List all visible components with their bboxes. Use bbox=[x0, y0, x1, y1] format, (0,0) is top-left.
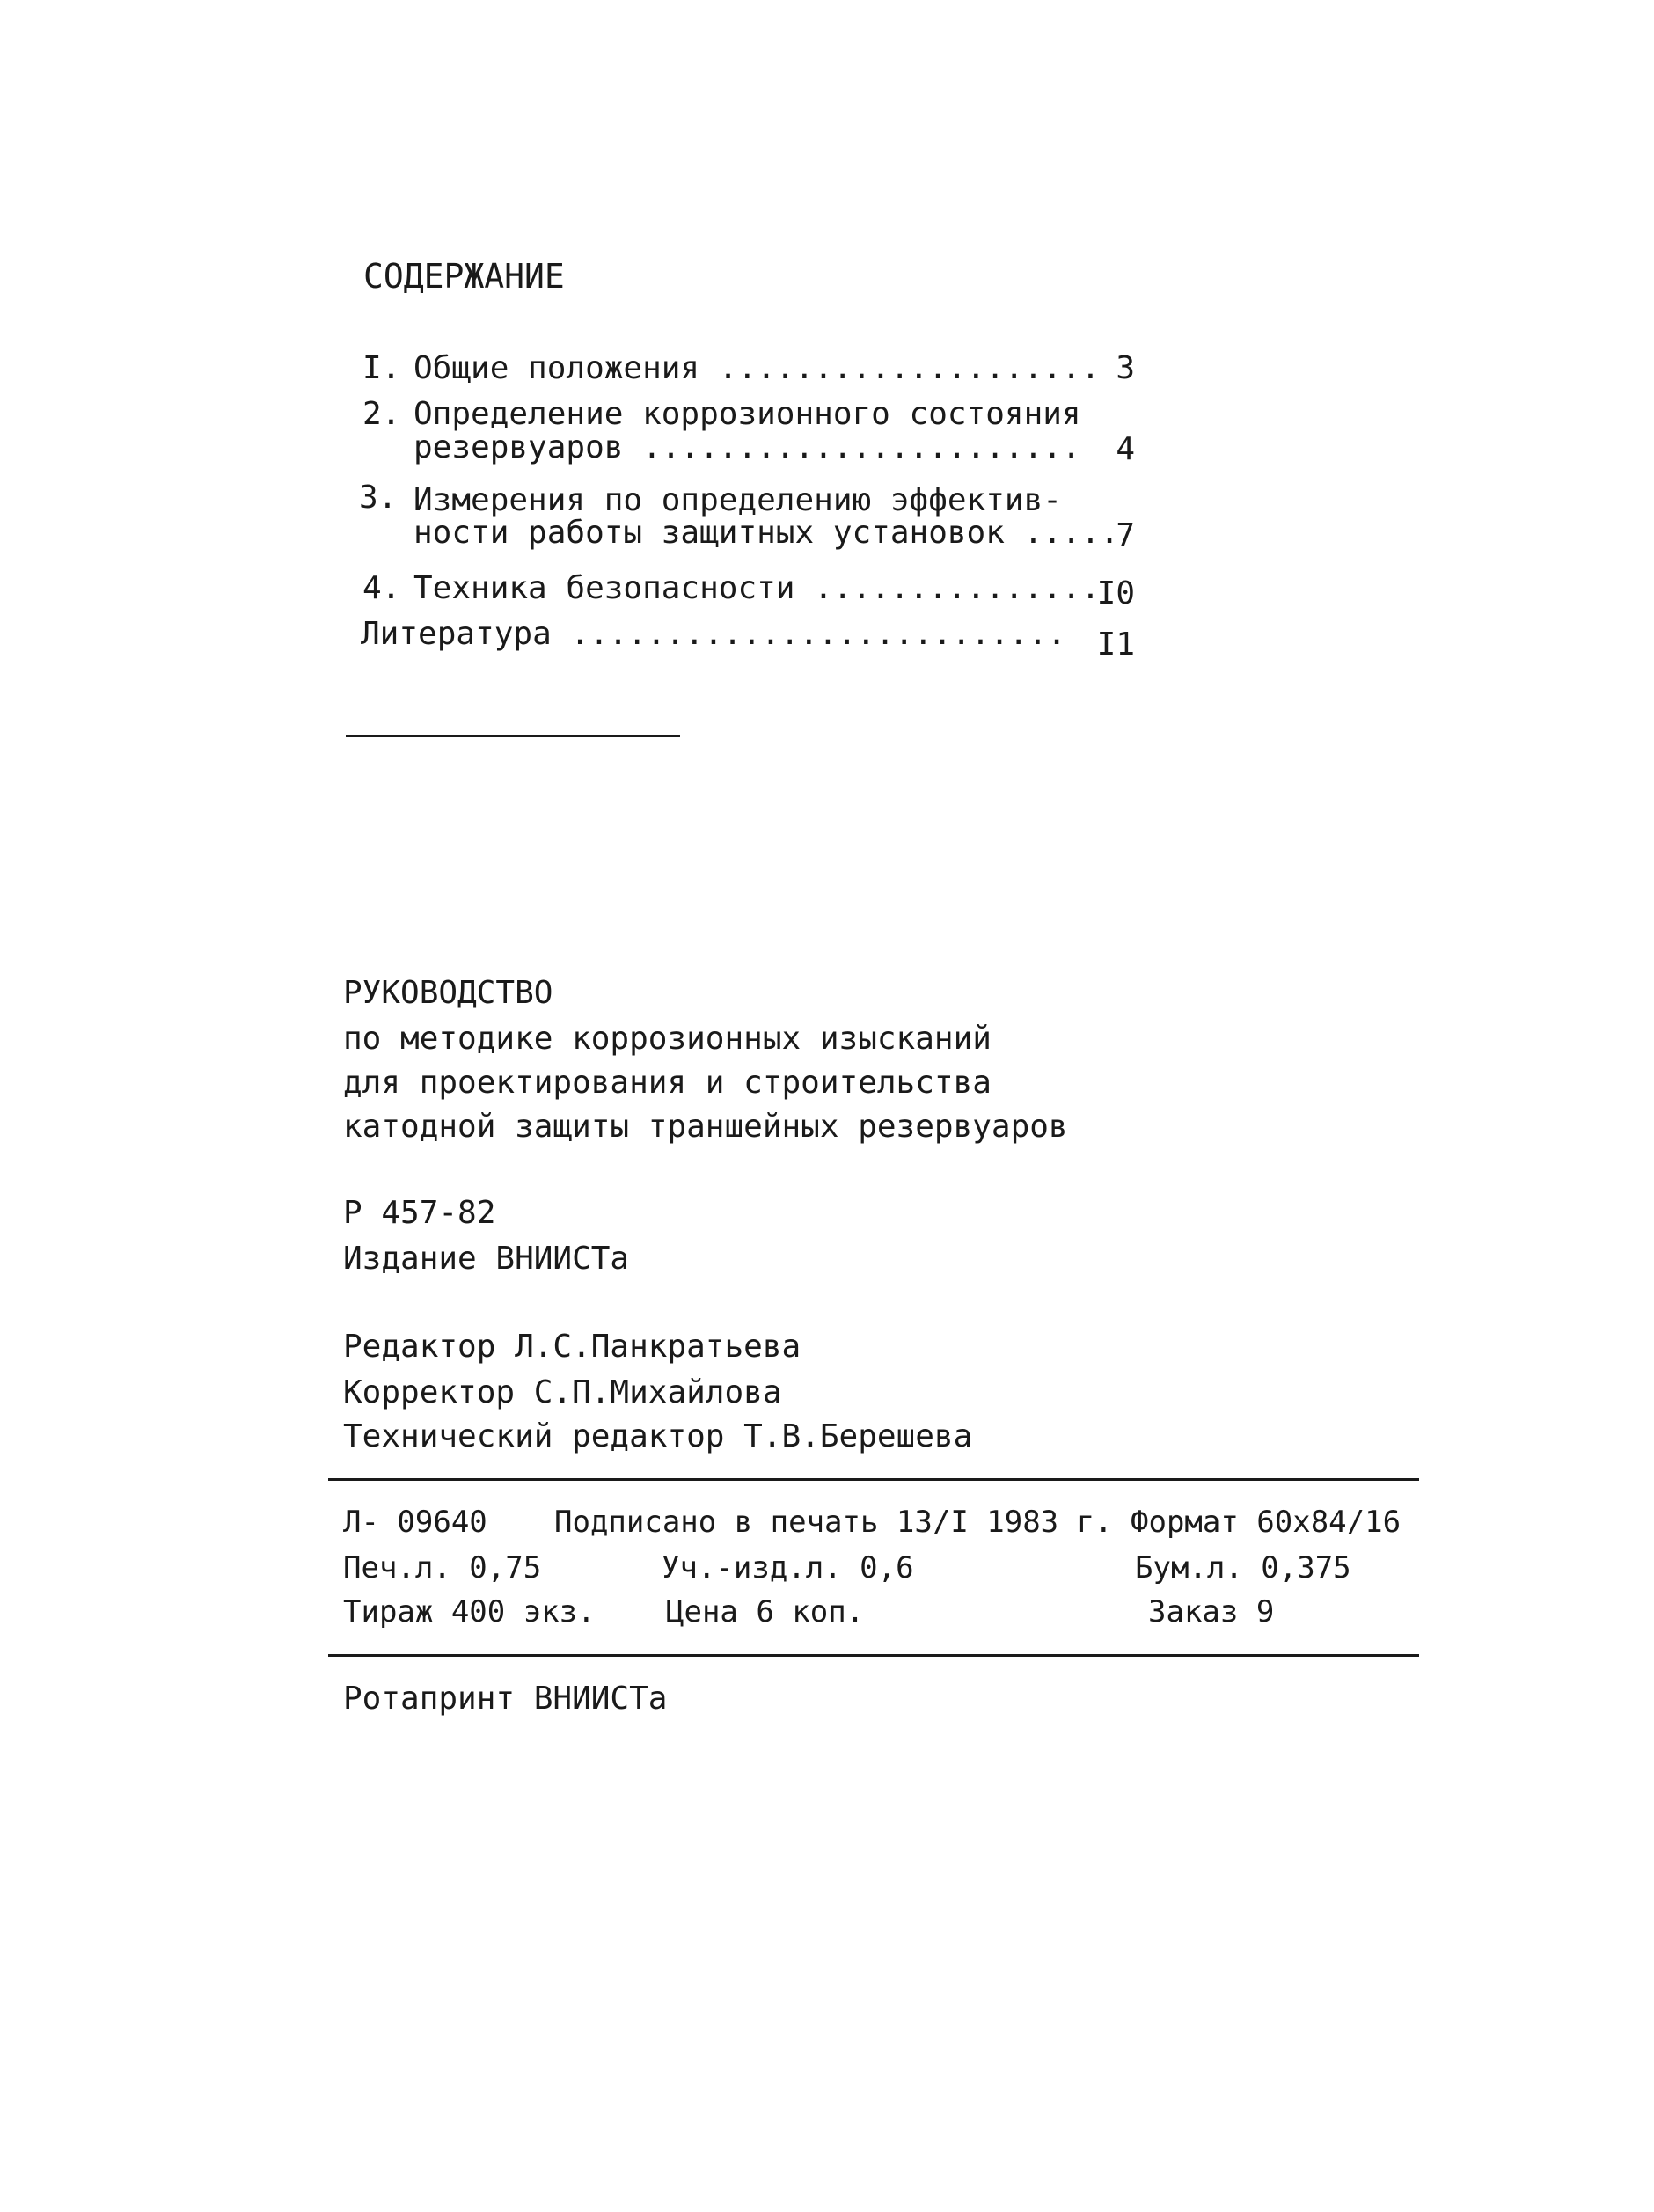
print-info-top-rule bbox=[328, 1478, 1419, 1481]
toc-item-1-title: Общие положения .................... bbox=[414, 350, 1101, 386]
imprint-title-line4: катодной защиты траншейных резервуаров bbox=[343, 1109, 1068, 1145]
imprint-title-line1: РУКОВОДСТВО bbox=[343, 975, 553, 1011]
toc-item-3-number: 3. bbox=[359, 480, 398, 516]
publisher: Издание ВНИИСТа bbox=[343, 1241, 630, 1277]
imprint-title-line2: по методике коррозионных изысканий bbox=[343, 1021, 992, 1057]
toc-item-2-title-line1: Определение коррозионного состояния bbox=[414, 396, 1081, 432]
circulation: Тираж 400 экз. bbox=[343, 1594, 596, 1630]
toc-item-1-number: I. bbox=[362, 350, 401, 386]
print-info-bottom-rule bbox=[328, 1654, 1419, 1657]
toc-item-4-title: Техника безопасности ............... bbox=[414, 570, 1101, 606]
printed-sheets: Печ.л. 0,75 bbox=[343, 1550, 542, 1586]
proofreader: Корректор С.П.Михайлова bbox=[343, 1374, 782, 1410]
toc-item-3-title-line2: ности работы защитных установок ..... bbox=[414, 515, 1119, 551]
order-number: Заказ 9 bbox=[1148, 1594, 1275, 1630]
technical-editor: Технический редактор Т.В.Берешева bbox=[343, 1418, 973, 1454]
paper-format: Формат 60х84/16 bbox=[1131, 1505, 1402, 1540]
imprint-title-line3: для проектирования и строительства bbox=[343, 1065, 992, 1101]
toc-item-3-title-line1: Измерения по определению эффектив- bbox=[414, 482, 1062, 518]
printer: Ротапринт ВНИИСТа bbox=[343, 1681, 668, 1717]
toc-item-literature-page: I1 bbox=[1096, 626, 1135, 663]
toc-item-3-page: 7 bbox=[1116, 517, 1135, 553]
signed-to-print: Подписано в печать 13/I 1983 г. bbox=[554, 1505, 1113, 1540]
license-number: Л- 09640 bbox=[343, 1505, 487, 1540]
toc-item-2-number: 2. bbox=[362, 396, 401, 432]
toc-item-4-number: 4. bbox=[362, 570, 401, 606]
toc-item-4-page: I0 bbox=[1096, 575, 1135, 612]
toc-item-literature-title: Литература .......................... bbox=[361, 616, 1066, 652]
contents-divider bbox=[346, 735, 680, 737]
toc-item-1-page: 3 bbox=[1116, 350, 1135, 386]
paper-sheets: Бум.л. 0,375 bbox=[1135, 1550, 1351, 1586]
toc-item-2-page: 4 bbox=[1116, 431, 1135, 467]
contents-title: СОДЕРЖАНИЕ bbox=[363, 257, 565, 296]
document-code: Р 457-82 bbox=[343, 1195, 496, 1231]
publisher-sheets: Уч.-изд.л. 0,6 bbox=[662, 1550, 914, 1586]
price: Цена 6 коп. bbox=[666, 1594, 865, 1630]
editor: Редактор Л.С.Панкратьева bbox=[343, 1329, 801, 1365]
toc-item-2-title-line2: резервуаров ....................... bbox=[414, 429, 1081, 465]
